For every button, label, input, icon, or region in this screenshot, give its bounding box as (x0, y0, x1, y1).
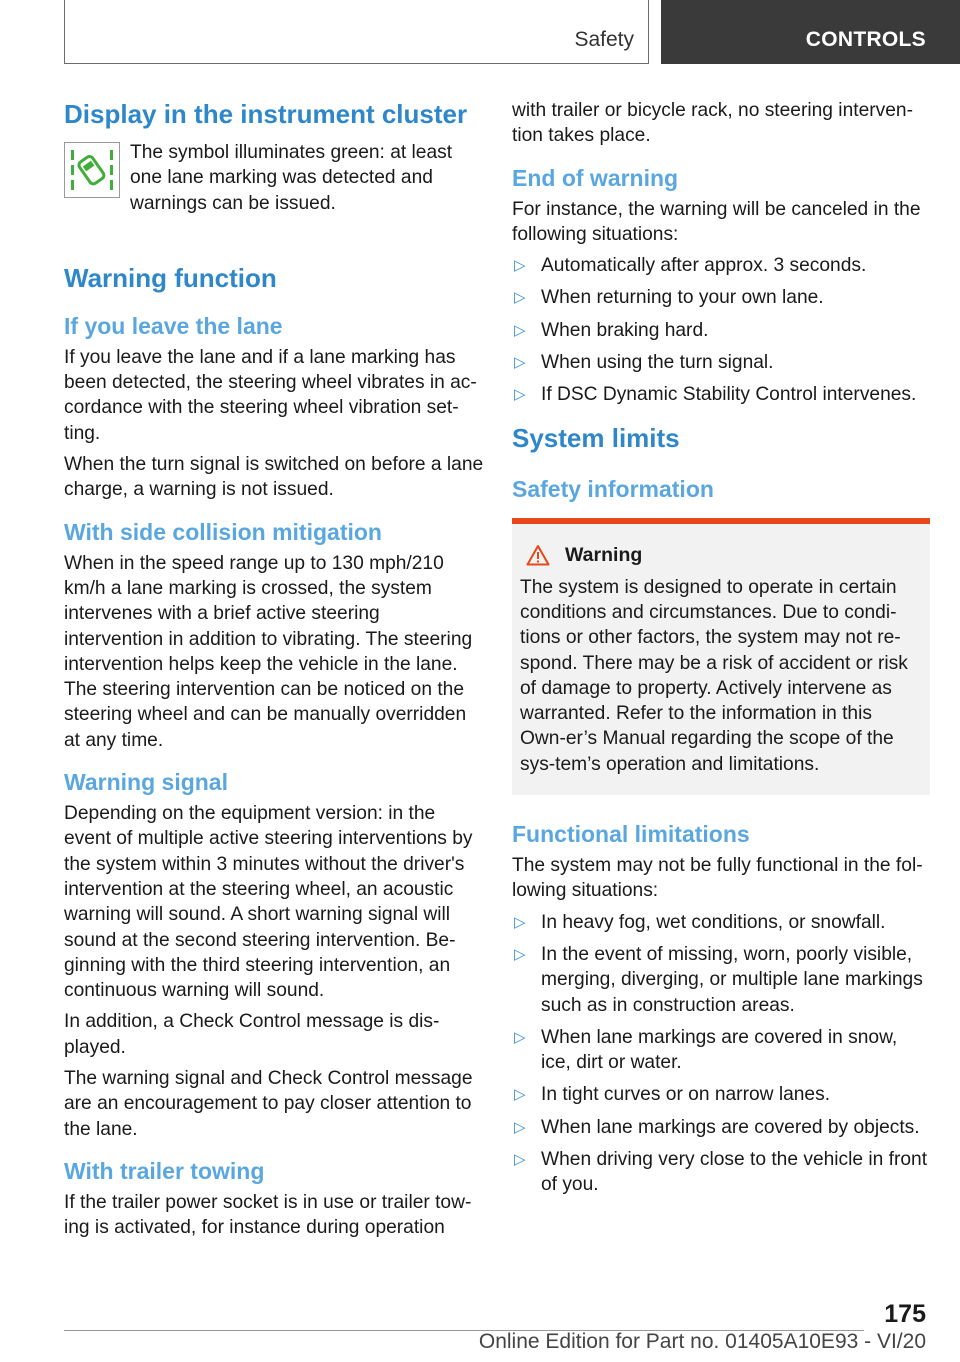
leave-lane-p1: If you leave the lane and if a lane marking has been detected, the steering wheel vibrates in ac-cordance with the steering wheel vibration set-ting. (64, 346, 477, 444)
triangle-right-icon: ▷ (514, 1151, 526, 1169)
list-item: ▷ In tight curves or on narrow lanes. (512, 1082, 930, 1107)
side-collision-title: With side collision mitigation (64, 518, 382, 545)
warning-signal-p3: The warning signal and Check Control message are an encouragement to pay closer attention to the lane. (64, 1068, 473, 1140)
triangle-right-icon: ▷ (514, 913, 526, 931)
triangle-right-icon: ▷ (514, 1118, 526, 1136)
leave-lane-title: If you leave the lane (64, 312, 283, 339)
system-limits-title: System limits (512, 422, 680, 453)
triangle-right-icon: ▷ (514, 321, 526, 339)
triangle-right-icon: ▷ (514, 1086, 526, 1104)
right-column (512, 98, 930, 1205)
header-section-tab (64, 0, 649, 64)
list-item: ▷ When braking hard. (512, 318, 930, 343)
list-item: ▷ If DSC Dynamic Stability Control intervenes. (512, 382, 930, 407)
safety-info-title: Safety information (512, 475, 714, 502)
lane-departure-icon (64, 142, 120, 198)
list-item: ▷ When returning to your own lane. (512, 285, 930, 310)
list-item: ▷ In heavy fog, wet conditions, or snowfall. (512, 910, 930, 935)
triangle-right-icon: ▷ (514, 1028, 526, 1046)
end-of-warning-intro: For instance, the warning will be canceled in the following situations: (512, 198, 921, 245)
list-item: ▷ When using the turn signal. (512, 350, 930, 375)
list-item: ▷ Automatically after approx. 3 seconds. (512, 253, 930, 278)
display-title: Display in the instrument cluster (64, 99, 468, 129)
triangle-right-icon: ▷ (514, 354, 526, 372)
warning-text: The system is designed to operate in certain conditions and circumstances. Due to condi-tions or other factors, the system may not re-spond. There may be a risk of accident or risk of damage to property. Actively intervene as warranted. Refer to the information in this Own-er’s Manual regarding the scope of the sys-tem’s operation and limitations. (520, 576, 908, 775)
footer-edition: Online Edition for Part no. 01405A10E93 - VI/20 (478, 1330, 926, 1353)
list-item: ▷ When driving very close to the vehicle in front of you. (512, 1147, 930, 1198)
warning-signal-p2: In addition, a Check Control message is dis-played. (64, 1011, 440, 1058)
triangle-right-icon: ▷ (514, 289, 526, 307)
warning-signal-title: Warning signal (64, 769, 228, 796)
leave-lane-p2: When the turn signal is switched on before a lane charge, a warning is not issued. (64, 454, 484, 501)
display-text: The symbol illuminates green: at least one lane marking was detected and warnings can be issued. (130, 142, 453, 214)
page-number: 175 (884, 1300, 926, 1328)
list-item: ▷ When lane markings are covered by objects. (512, 1115, 930, 1140)
warning-triangle-icon (526, 544, 550, 566)
header-section-label: Safety (574, 28, 634, 51)
triangle-right-icon: ▷ (514, 257, 526, 275)
list-item: ▷ In the event of missing, worn, poorly visible, merging, diverging, or multiple lane markings such as in construction areas. (512, 942, 930, 1018)
functional-limitations-title: Functional limitations (512, 821, 750, 848)
warning-box (512, 518, 930, 795)
triangle-right-icon: ▷ (514, 386, 526, 404)
header-chapter-tab (661, 0, 960, 64)
warning-label: Warning (565, 543, 643, 566)
symbol-row (64, 140, 484, 216)
header-chapter-label: CONTROLS (805, 28, 926, 51)
triangle-right-icon: ▷ (514, 945, 526, 963)
warning-signal-p1: Depending on the equipment version: in the event of multiple active steering interventions by the system within 3 minutes without the driver's intervention at the steering wheel, an acoustic warning will sound. A short warning signal will sound at the second steering intervention. Be-ginning with the third steering intervention, an continuous warning will sound. (64, 803, 473, 1002)
warning-heading (520, 544, 922, 567)
list-item: ▷ When lane markings are covered in snow, ice, dirt or water. (512, 1025, 930, 1076)
functional-limitations-list (512, 910, 930, 1198)
trailer-continued: with trailer or bicycle rack, no steering interven-tion takes place. (512, 100, 913, 147)
end-of-warning-title: End of warning (512, 164, 679, 191)
trailer-title: With trailer towing (64, 1157, 265, 1184)
side-collision-p1: When in the speed range up to 130 mph/210 km/h a lane marking is crossed, the system intervenes with a brief active steering intervention in addition to vibrating. The steering intervention helps keep the vehicle in the lane. The steering intervention can be noticed on the steering wheel and can be manually overridden at any time. (64, 552, 473, 751)
left-column (64, 98, 484, 1247)
warning-function-title: Warning function (64, 262, 277, 293)
end-of-warning-list (512, 253, 930, 407)
functional-limitations-intro: The system may not be fully functional in the fol-lowing situations: (512, 855, 923, 902)
trailer-p1: If the trailer power socket is in use or trailer tow-ing is activated, for instance during operation (64, 1191, 472, 1239)
